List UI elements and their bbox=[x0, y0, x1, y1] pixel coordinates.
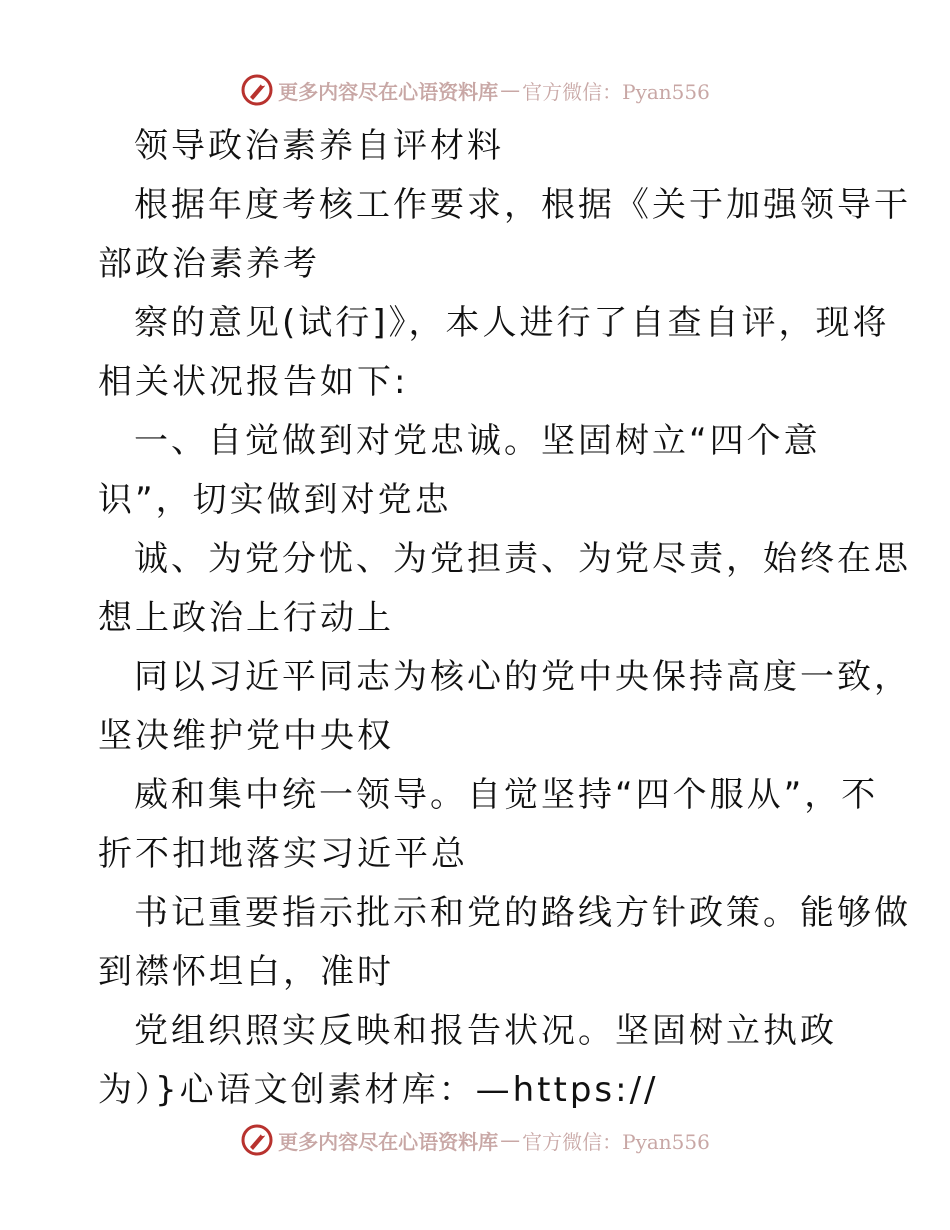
paragraph-line: 折不扣地落实习近平总 bbox=[98, 834, 468, 874]
paragraph-line: 书记重要指示批示和党的路线方针政策。能够做 bbox=[134, 893, 911, 933]
paragraph-line: 同以习近平同志为核心的党中央保持高度一致， bbox=[134, 657, 911, 697]
paragraph-line: 坚决维护党中央权 bbox=[98, 716, 394, 756]
footer-watermark-banner bbox=[0, 1120, 950, 1160]
watermark-separator: — bbox=[500, 1128, 521, 1152]
paragraph-line: 一、自觉做到对党忠诚。坚固树立“四个意 bbox=[134, 421, 821, 461]
paragraph-line: 根据年度考核工作要求，根据《关于加强领导干 bbox=[134, 185, 911, 225]
watermark-promo-text: 更多内容尽在心语资料库 bbox=[278, 79, 499, 104]
paragraph-line: 党组织照实反映和报告状况。坚固树立执政 bbox=[134, 1011, 837, 1051]
header-watermark-banner bbox=[0, 70, 950, 110]
pen-nib-logo-icon bbox=[240, 1123, 274, 1157]
pen-nib-logo-icon bbox=[240, 73, 274, 107]
paragraph-line: 到襟怀坦白，准时 bbox=[98, 952, 394, 992]
paragraph-line: 部政治素养考 bbox=[98, 244, 320, 284]
paragraph-line: 察的意见(试行]》，本人进行了自查自评，现将 bbox=[134, 303, 890, 343]
document-body bbox=[98, 117, 911, 1120]
paragraph-line: 相关状况报告如下: bbox=[98, 362, 409, 402]
watermark-wechat-text: 官方微信：Pyan556 bbox=[522, 1129, 710, 1154]
document-title: 领导政治素养自评材料 bbox=[134, 126, 504, 166]
watermark-separator: — bbox=[500, 78, 521, 102]
watermark-wechat-text: 官方微信：Pyan556 bbox=[522, 79, 710, 104]
paragraph-line: 为）}心语文创素材库：—https:// bbox=[98, 1070, 659, 1110]
paragraph-line: 想上政治上行动上 bbox=[98, 598, 394, 638]
paragraph-line: 识”，切实做到对党忠 bbox=[98, 480, 452, 520]
paragraph-line: 威和集中统一领导。自觉坚持“四个服从”，不 bbox=[134, 775, 879, 815]
watermark-promo-text: 更多内容尽在心语资料库 bbox=[278, 1129, 499, 1154]
paragraph-line: 诚、为党分忧、为党担责、为党尽责，始终在思 bbox=[134, 539, 911, 579]
